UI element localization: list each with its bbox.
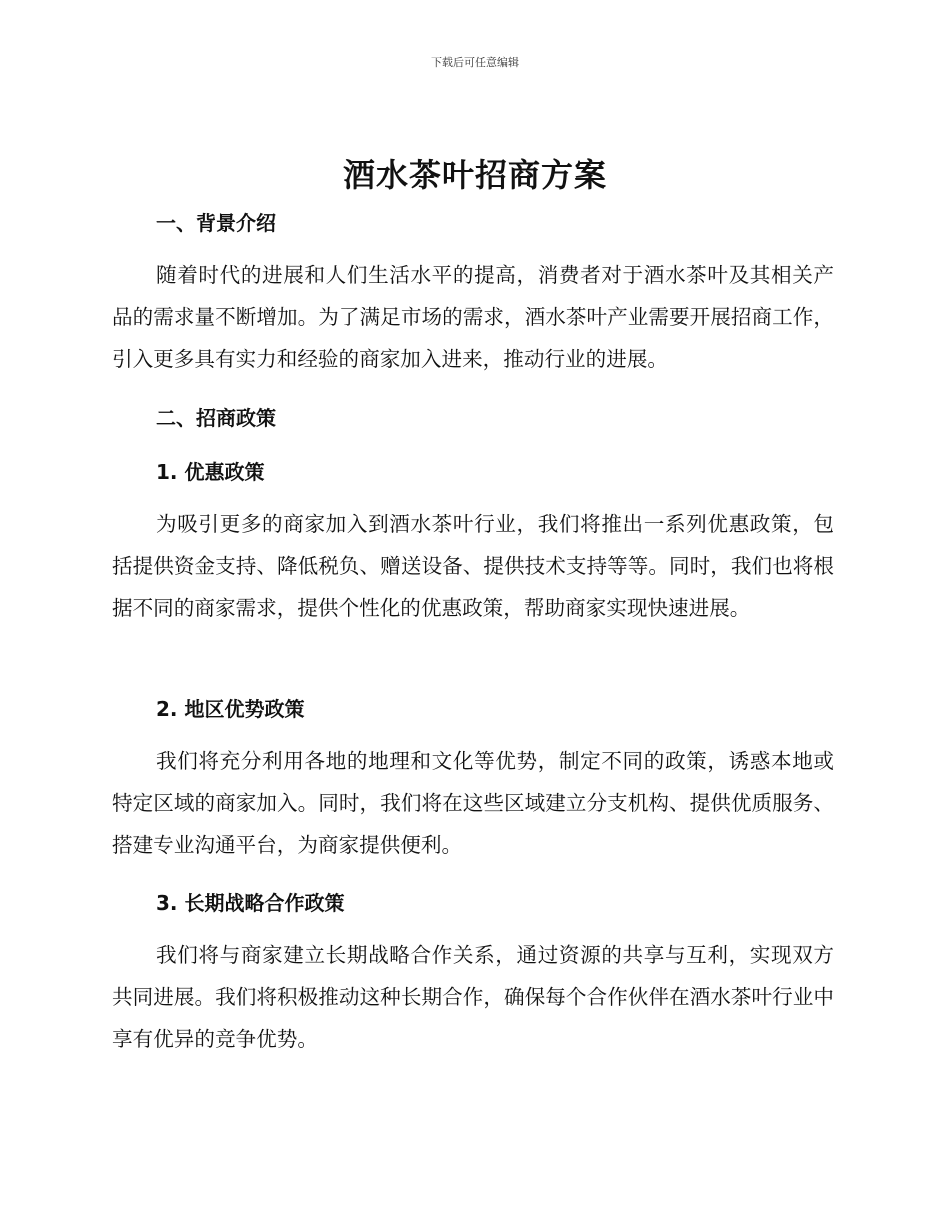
document-title: 酒水茶叶招商方案 (342, 156, 607, 194)
long-term-cooperation-paragraph: 我们将与商家建立长期战略合作关系，通过资源的共享与互利，实现双方共同进展。我们将积极推动这种长期合作，确保每个合作伙伴在酒水茶叶行业中享有优异的竞争优势。 (112, 943, 834, 1051)
regional-advantage-paragraph: 我们将充分利用各地的地理和文化等优势，制定不同的政策，诱惑本地或特定区域的商家加入。同时，我们将在这些区域建立分支机构、提供优质服务、搭建专业沟通平台，为商家提供便利。 (112, 749, 834, 857)
subheading-preferential-policy: 1. 优惠政策 (156, 460, 265, 484)
subheading-regional-advantage-policy: 2. 地区优势政策 (156, 697, 305, 721)
section-heading-background: 一、背景介绍 (156, 211, 276, 235)
section-heading-policy: 二、招商政策 (156, 406, 276, 430)
subheading-long-term-cooperation-policy: 3. 长期战略合作政策 (156, 891, 345, 915)
preferential-policy-paragraph: 为吸引更多的商家加入到酒水茶叶行业，我们将推出一系列优惠政策，包括提供资金支持、降低税负、赠送设备、提供技术支持等等。同时，我们也将根据不同的商家需求，提供个性化的优惠政策，帮助商家实现快速进展。 (112, 512, 834, 620)
background-paragraph: 随着时代的进展和人们生活水平的提高，消费者对于酒水茶叶及其相关产品的需求量不断增加。为了满足市场的需求，酒水茶叶产业需要开展招商工作，引入更多具有实力和经验的商家加入进来，推动行业的进展。 (112, 263, 834, 371)
header-note: 下载后可任意编辑 (431, 56, 519, 69)
